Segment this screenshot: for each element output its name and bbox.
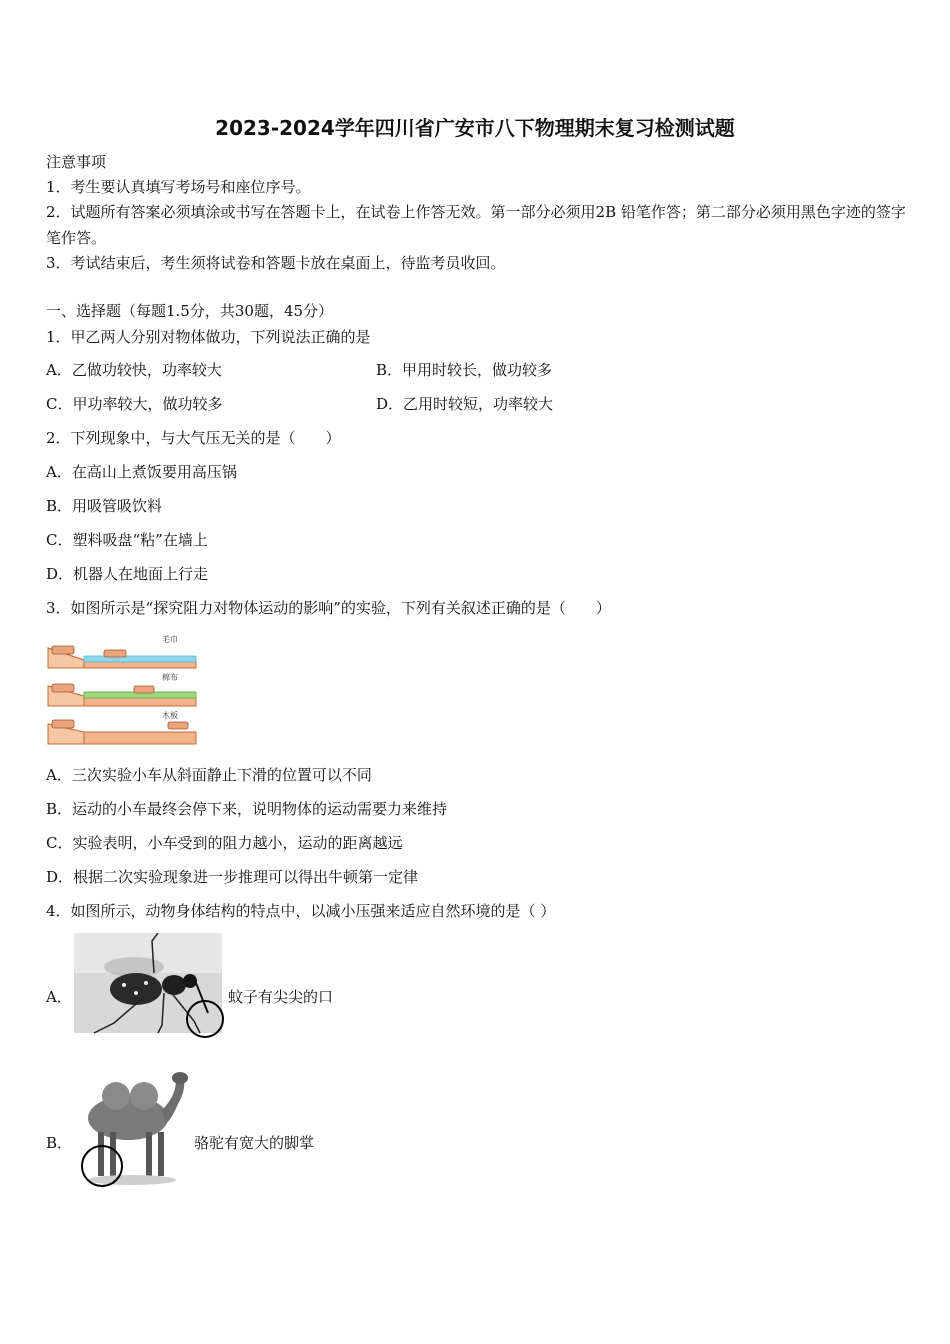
q2-option-c: C．塑料吸盘“粘”在墙上 <box>46 531 208 549</box>
ramp-towel <box>48 634 196 668</box>
q1-option-b: B．甲用时较长，做功较多 <box>376 361 553 379</box>
notice-item: 1．考生要认真填写考场号和座位序号。 <box>46 178 311 196</box>
notice-item: 2．试题所有答案必须填涂或书写在答题卡上，在试卷上作答无效。第一部分必须用2B 铅笔作答；第二部分必须用黑色字迹的签字笔作答。 <box>46 203 906 247</box>
notice-heading: 注意事项 <box>46 153 107 171</box>
notice-item: 3．考试结束后，考生须将试卷和答题卡放在桌面上，待监考员收回。 <box>46 254 506 272</box>
q4-option-a-text: 蚊子有尖尖的口 <box>228 988 334 1006</box>
q4-option-a-letter: A． <box>46 988 72 1006</box>
figure-label-towel: 毛巾 <box>162 635 178 644</box>
q3-option-b: B．运动的小车最终会停下来，说明物体的运动需要力来维持 <box>46 800 448 818</box>
q3-option-d: D．根据二次实验现象进一步推理可以得出牛顿第一定律 <box>46 868 419 886</box>
question-3-stem: 3．如图所示是“探究阻力对物体运动的影响”的实验，下列有关叙述正确的是（ ） <box>46 599 611 617</box>
figure-label-cotton: 棉布 <box>162 673 178 682</box>
question-1-stem: 1．甲乙两人分别对物体做功，下列说法正确的是 <box>46 328 371 346</box>
ramp-wood <box>48 710 196 744</box>
ramp-cotton <box>48 672 196 706</box>
section-heading: 一、选择题（每题1.5分，共30题，45分） <box>46 302 334 320</box>
q2-option-a: A．在高山上煮饭要用高压锅 <box>46 463 237 481</box>
figure-label-wood: 木板 <box>162 711 178 720</box>
question-4-stem: 4．如图所示，动物身体结构的特点中，以减小压强来适应自然环境的是（ ） <box>46 902 556 920</box>
camel-image <box>76 1066 192 1190</box>
q3-option-a: A．三次实验小车从斜面静止下滑的位置可以不同 <box>46 766 372 784</box>
mosquito-image <box>74 933 226 1041</box>
page-title: 2023-2024学年四川省广安市八下物理期末复习检测试题 <box>215 116 735 140</box>
q1-option-a: A．乙做功较快，功率较大 <box>46 361 222 379</box>
q1-option-c: C．甲功率较大，做功较多 <box>46 395 223 413</box>
question-2-stem: 2．下列现象中，与大气压无关的是（ ） <box>46 429 341 447</box>
q2-option-d: D．机器人在地面上行走 <box>46 565 209 583</box>
q4-option-b-letter: B． <box>46 1134 73 1152</box>
q2-option-b: B．用吸管吸饮料 <box>46 497 163 515</box>
q1-option-d: D．乙用时较短，功率较大 <box>376 395 554 413</box>
ramp-experiment-figure <box>44 632 204 750</box>
q4-option-b-text: 骆驼有宽大的脚掌 <box>194 1134 315 1152</box>
q3-option-c: C．实验表明，小车受到的阻力越小，运动的距离越远 <box>46 834 403 852</box>
